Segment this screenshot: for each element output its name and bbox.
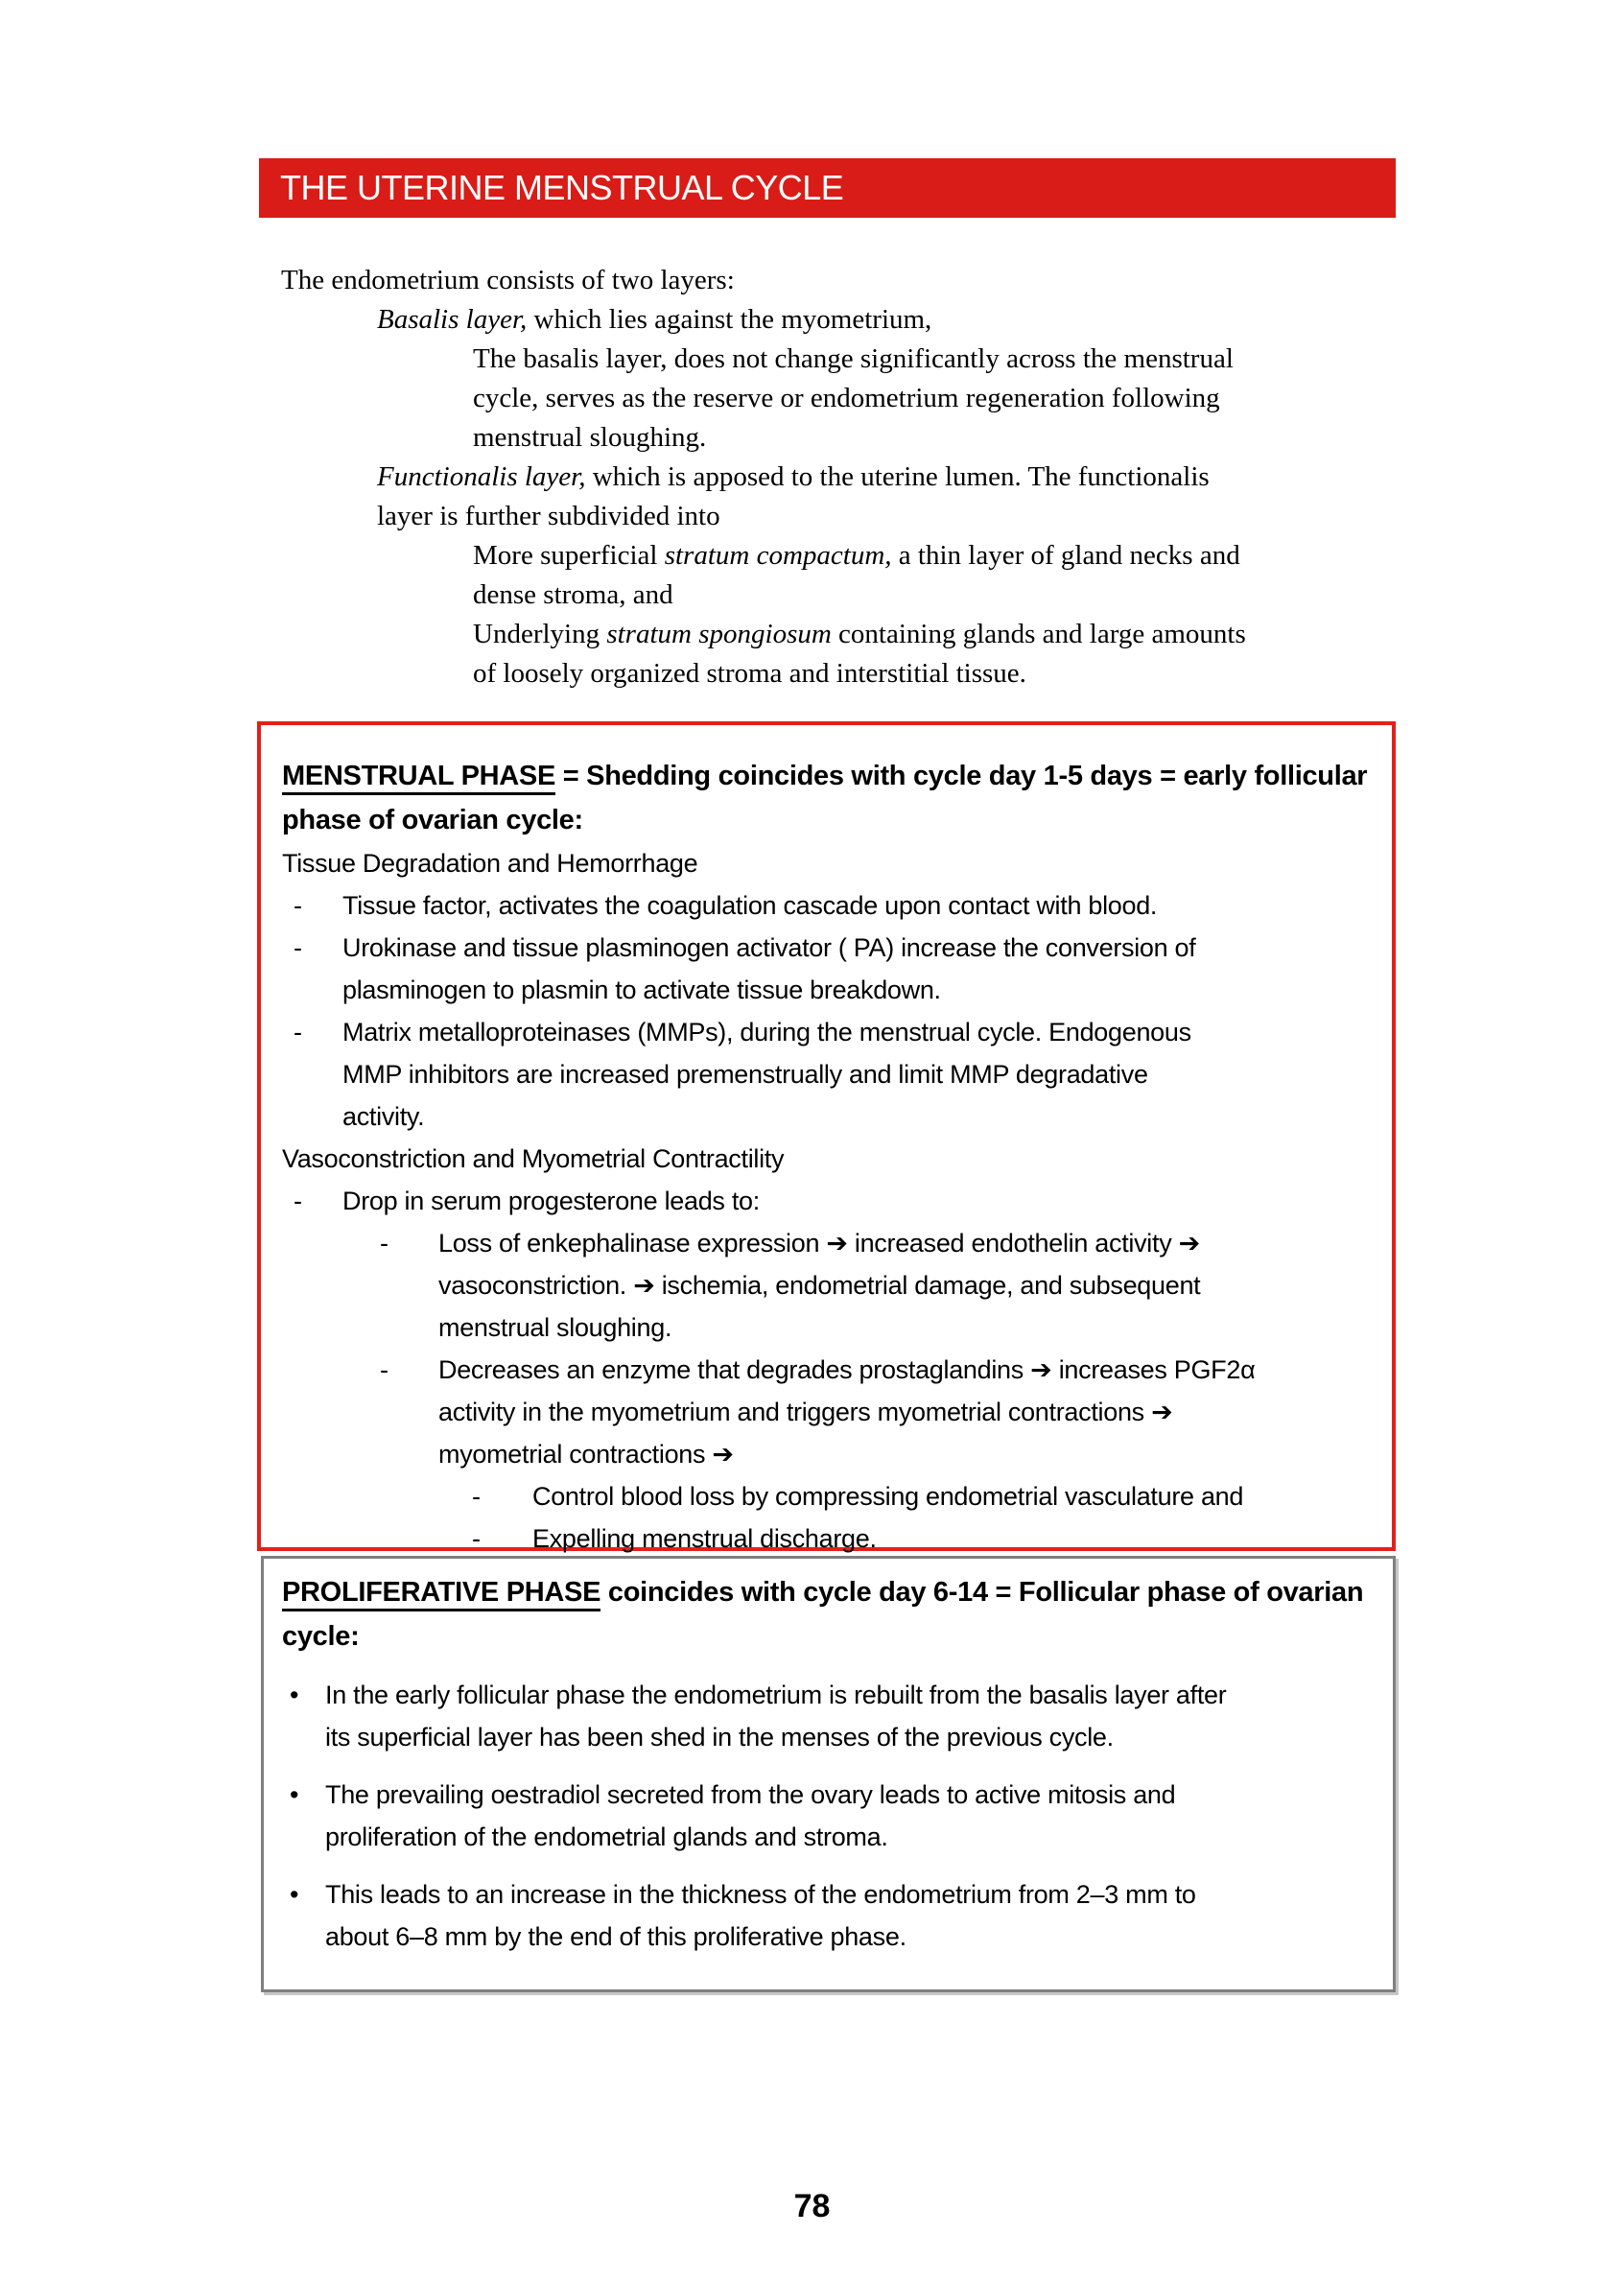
menstrual-line [282, 1264, 1373, 1306]
dash-marker [380, 1433, 438, 1475]
menstrual-line-text: Decreases an enzyme that degrades prostaglandins ➔ increases PGF2α [438, 1355, 1256, 1384]
menstrual-line-text: myometrial contractions ➔ [438, 1440, 734, 1469]
intro-line [473, 576, 1408, 615]
dash-marker: - [472, 1482, 481, 1511]
menstrual-line [282, 969, 1373, 1011]
page-title-bar [259, 158, 1396, 218]
menstrual-line [282, 1433, 1373, 1475]
bullet-line [282, 1674, 1374, 1716]
menstrual-heading-title: MENSTRUAL PHASE [282, 761, 555, 795]
proliferative-heading-line1 [282, 1570, 1374, 1614]
menstrual-line [282, 1138, 1373, 1180]
intro-line [473, 379, 1408, 418]
menstrual-line [282, 1306, 1373, 1349]
menstrual-line-text: Tissue factor, activates the coagulation cascade upon contact with blood. [342, 891, 1158, 920]
intro-text-segment: dense stroma, and [473, 579, 673, 610]
menstrual-line-text: MMP inhibitors are increased premenstrually and limit MMP degradative [342, 1060, 1148, 1089]
dash-marker [294, 1053, 342, 1095]
intro-text-segment: containing glands and large amounts [831, 619, 1246, 649]
dash-marker: - [294, 933, 302, 962]
bullet-line-text: This leads to an increase in the thickness of the endometrium from 2–3 mm to [325, 1880, 1196, 1909]
menstrual-phase-box [257, 721, 1396, 1551]
intro-text-segment: Underlying [473, 619, 607, 649]
bullet-line-text: In the early follicular phase the endometrium is rebuilt from the basalis layer after [325, 1681, 1227, 1709]
page-footer [0, 2188, 1624, 2225]
menstrual-line-text: Expelling menstrual discharge. [532, 1524, 877, 1553]
proliferative-heading-line2: cycle: [282, 1621, 360, 1652]
dash-marker: - [380, 1229, 388, 1258]
menstrual-heading-rest: = Shedding coincides with cycle day 1-5 days = early follicular [555, 761, 1368, 791]
bullet-marker: • [290, 1780, 299, 1809]
proliferative-body [282, 1674, 1374, 1958]
proliferative-phase-content [264, 1559, 1393, 1958]
dash-marker [294, 969, 342, 1011]
dash-marker [380, 1391, 438, 1433]
bullet-marker [290, 1916, 325, 1958]
page-number: 78 [793, 2188, 831, 2224]
bullet-line [282, 1816, 1374, 1858]
menstrual-line-text: Loss of enkephalinase expression ➔ increased endothelin activity ➔ [438, 1229, 1200, 1258]
intro-text-segment: layer is further subdivided into [377, 501, 720, 531]
bullet-marker: • [290, 1880, 299, 1909]
menstrual-line [282, 1180, 1373, 1222]
menstrual-line [282, 1391, 1373, 1433]
menstrual-line [282, 1053, 1373, 1095]
menstrual-line-text: Drop in serum progesterone leads to: [342, 1187, 760, 1215]
intro-text-segment: a thin layer of gland necks and [891, 540, 1240, 571]
intro-text-segment: of loosely organized stroma and interstitial tissue. [473, 658, 1026, 689]
dash-marker: - [472, 1524, 481, 1553]
menstrual-line [282, 1349, 1373, 1391]
menstrual-line [282, 927, 1373, 969]
intro-text-segment: stratum compactum, [664, 540, 892, 571]
intro-text-segment: The basalis layer, does not change significantly across the menstrual [473, 343, 1234, 374]
bullet-line-text: proliferation of the endometrial glands and stroma. [325, 1822, 888, 1851]
menstrual-line-text: activity. [342, 1102, 425, 1131]
dash-marker: - [294, 891, 302, 920]
bullet-item [282, 1873, 1374, 1958]
intro-text-segment: which lies against the myometrium, [527, 304, 932, 335]
intro-paragraph [281, 261, 1408, 694]
dash-marker: - [294, 1187, 302, 1215]
menstrual-line [282, 884, 1373, 927]
intro-line [473, 615, 1408, 654]
dash-marker [380, 1306, 438, 1349]
bullet-line-text: about 6–8 mm by the end of this proliferative phase. [325, 1922, 906, 1951]
menstrual-phase-content [261, 725, 1392, 1560]
menstrual-line [282, 1517, 1373, 1560]
proliferative-heading-title: PROLIFERATIVE PHASE [282, 1577, 600, 1611]
menstrual-heading-line2: phase of ovarian cycle: [282, 805, 583, 835]
dash-marker: - [294, 1018, 302, 1046]
bullet-item [282, 1674, 1374, 1758]
dash-marker [294, 1095, 342, 1138]
bullet-marker [290, 1816, 325, 1858]
proliferative-heading [282, 1570, 1374, 1658]
intro-line [377, 497, 1408, 536]
bullet-marker [290, 1716, 325, 1758]
intro-text-segment: Functionalis layer, [377, 461, 586, 492]
menstrual-line [282, 1222, 1373, 1264]
intro-line [281, 261, 1408, 300]
menstrual-line-text: Tissue Degradation and Hemorrhage [282, 849, 698, 878]
menstrual-line [282, 1011, 1373, 1053]
intro-text-segment: The endometrium consists of two layers: [281, 265, 735, 295]
intro-text-segment: cycle, serves as the reserve or endometrium regeneration following [473, 383, 1220, 413]
menstrual-line [282, 1095, 1373, 1138]
intro-line [377, 300, 1408, 340]
proliferative-heading-rest: coincides with cycle day 6-14 = Follicular phase of ovarian [600, 1577, 1364, 1608]
menstrual-line [282, 1475, 1373, 1517]
menstrual-line-text: Control blood loss by compressing endometrial vasculature and [532, 1482, 1244, 1511]
bullet-marker: • [290, 1681, 299, 1709]
bullet-line [282, 1774, 1374, 1816]
menstrual-line-text: vasoconstriction. ➔ ischemia, endometrial damage, and subsequent [438, 1271, 1201, 1300]
intro-line [473, 536, 1408, 576]
menstrual-line-text: Vasoconstriction and Myometrial Contractility [282, 1144, 785, 1173]
bullet-line-text: its superficial layer has been shed in the menses of the previous cycle. [325, 1723, 1114, 1752]
intro-line [473, 418, 1408, 458]
bullet-item [282, 1774, 1374, 1858]
bullet-line-text: The prevailing oestradiol secreted from the ovary leads to active mitosis and [325, 1780, 1176, 1809]
intro-line [473, 340, 1408, 379]
dash-marker [380, 1264, 438, 1306]
intro-line [473, 654, 1408, 694]
menstrual-line-text: Urokinase and tissue plasminogen activator ( PA) increase the conversion of [342, 933, 1196, 962]
intro-text-segment: which is apposed to the uterine lumen. The functionalis [585, 461, 1210, 492]
menstrual-line-text: menstrual sloughing. [438, 1313, 672, 1342]
menstrual-body [282, 842, 1373, 1560]
intro-text-segment: Basalis layer, [377, 304, 528, 335]
menstrual-line-text: Matrix metalloproteinases (MMPs), during the menstrual cycle. Endogenous [342, 1018, 1191, 1046]
proliferative-phase-box [261, 1556, 1396, 1992]
dash-marker: - [380, 1355, 388, 1384]
page-title: THE UTERINE MENSTRUAL CYCLE [280, 168, 844, 207]
menstrual-heading [282, 754, 1373, 842]
intro-text-segment: More superficial [473, 540, 665, 571]
menstrual-line-text: activity in the myometrium and triggers myometrial contractions ➔ [438, 1398, 1173, 1426]
bullet-line [282, 1873, 1374, 1916]
menstrual-heading-line1 [282, 754, 1373, 798]
intro-text-segment: menstrual sloughing. [473, 422, 707, 453]
menstrual-line [282, 842, 1373, 884]
bullet-line [282, 1916, 1374, 1958]
intro-line [377, 458, 1408, 497]
bullet-line [282, 1716, 1374, 1758]
menstrual-line-text: plasminogen to plasmin to activate tissue breakdown. [342, 976, 941, 1004]
intro-text-segment: stratum spongiosum [606, 619, 832, 649]
